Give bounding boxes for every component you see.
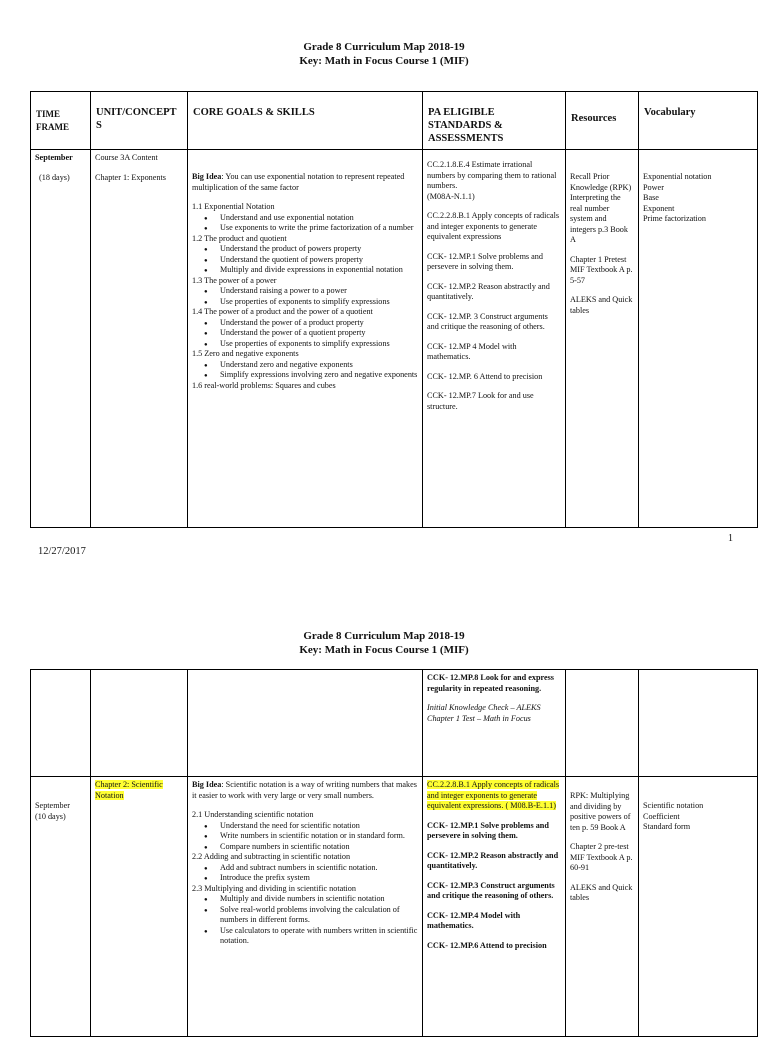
section-heading: 1.1 Exponential Notation (192, 202, 275, 211)
list-item: ● Understand the quotient of powers property (220, 255, 418, 266)
pa-continued-cell (423, 670, 566, 777)
resource-item: Interpreting the real number system and integers p.3 Book A (570, 193, 628, 244)
table-row (31, 670, 758, 777)
standard-item: CC.2.2.8.B.1 Apply concepts of radicals and integer exponents to generate equivalent expressions. ( M08.B-E.1.1) (427, 780, 560, 810)
list-item: ● Use exponents to write the prime factorization of a number (220, 223, 418, 234)
standard-code: (M08A-N.1.1) (427, 191, 475, 201)
resource-item: RPK: Multiplying and dividing by positive powers of ten p. 59 Book A (570, 791, 631, 832)
big-idea (192, 172, 418, 193)
list-item: ● Understand and use exponential notation (220, 213, 418, 224)
standard-item: CCK- 12.MP.3 Construct arguments and critique the reasoning of others. (427, 880, 555, 900)
section-heading: 1.6 real-world problems: Squares and cubes (192, 380, 336, 390)
unit-chapter: Chapter 1: Exponents (95, 172, 166, 182)
page2-title: Grade 8 Curriculum Map 2018-19 (303, 630, 465, 642)
list-item: ● Multiply and divide expressions in exponential notation (220, 265, 418, 276)
table-header-row (31, 92, 758, 150)
standard-item: CCK- 12.MP.4 Model with mathematics. (427, 910, 521, 930)
list-item: ● Introduce the prefix system (220, 873, 418, 884)
vocab-item: Exponential notation (643, 172, 712, 181)
assessment-item: Chapter 1 Test – Math in Focus (427, 713, 531, 723)
section-heading: 2.1 Understanding scientific notation (192, 810, 314, 819)
standard-item: CCK- 12.MP 4 Model with mathematics. (427, 341, 517, 361)
vocab-item: Standard form (643, 822, 691, 831)
resource-item: ALEKS and Quick tables (570, 882, 633, 902)
unit-chapter: Chapter 2: Scientific Notation (95, 780, 163, 800)
vocab-item: Power (643, 182, 664, 192)
section-heading: 1.4 The power of a product and the power of a quotient (192, 307, 373, 316)
vocab-item: Coefficient (643, 811, 680, 821)
time-days: (10 days) (35, 811, 66, 821)
big-idea (192, 780, 418, 801)
standard-item: CCK- 12.MP.2 Reason abstractly and quantitatively. (427, 281, 550, 301)
section-heading: 1.3 The power of a power (192, 275, 277, 285)
resource-item: Chapter 1 Pretest (570, 254, 627, 264)
list-item: ● Simplify expressions involving zero and negative exponents (220, 370, 418, 381)
curriculum-table-1 (30, 91, 758, 528)
list-item: ● Use properties of exponents to simplify expressions (220, 339, 418, 350)
resources-cell (566, 777, 639, 1037)
resource-item: Chapter 2 pre-test (570, 842, 629, 851)
big-idea-label: Big Idea (192, 780, 222, 789)
footer-date: 12/27/2017 (38, 546, 86, 557)
section-heading: 2.2 Adding and subtracting in scientific notation (192, 852, 351, 861)
page1-subtitle: Key: Math in Focus Course 1 (MIF) (299, 55, 469, 67)
curriculum-table-2 (30, 669, 758, 1037)
list-item: ● Understand the power of a quotient property (220, 328, 418, 339)
vocab-item: Base (643, 193, 659, 202)
core-goals-cell (188, 150, 423, 528)
unit-cell (91, 777, 188, 1037)
standard-item: CCK- 12.MP.8 Look for and express regularity in repeated reasoning. (427, 673, 554, 693)
header-time-frame: TIME FRAME (31, 92, 91, 150)
list-item: ● Use properties of exponents to simplify expressions (220, 297, 418, 308)
header-core-goals: CORE GOALS & SKILLS (188, 92, 423, 150)
resource-item: ALEKS and Quick tables (570, 295, 633, 315)
section-heading: 1.5 Zero and negative exponents (192, 349, 299, 358)
header-resources: Resources (566, 92, 639, 150)
standard-item: CCK- 12.MP.1 Solve problems and persevere in solving them. (427, 820, 549, 840)
pa-standards-cell (423, 150, 566, 528)
header-vocabulary: Vocabulary (639, 92, 758, 150)
pa-standards-cell (423, 777, 566, 1037)
header-pa-standards: PA ELIGIBLE STANDARDS & ASSESSMENTS (423, 92, 566, 150)
list-item: ● Write numbers in scientific notation or in standard form. (220, 831, 418, 842)
page-number: 1 (728, 533, 733, 544)
time-frame-cell (31, 777, 91, 1037)
time-days: (18 days) (39, 172, 70, 182)
standard-item: CCK- 12.MP.1 Solve problems and persevere in solving them. (427, 251, 543, 271)
unit-content: Course 3A Content (95, 153, 158, 162)
vocab-item: Scientific notation (643, 801, 704, 810)
unit-cell (91, 150, 188, 528)
section-heading: 2.3 Multiplying and dividing in scientific notation (192, 883, 356, 893)
standard-item: CCK- 12.MP.7 Look for and use structure. (427, 391, 534, 411)
list-item: ● Multiply and divide numbers in scientific notation (220, 894, 418, 905)
vocabulary-cell (639, 777, 758, 1037)
section-heading: 1.2 The product and quotient (192, 233, 287, 243)
resource-item: Recall Prior Knowledge (RPK) (570, 172, 632, 192)
empty-cell (188, 670, 423, 777)
list-item: ● Solve real-world problems involving the calculation of numbers in different forms. (220, 905, 418, 926)
empty-cell (91, 670, 188, 777)
list-item: ● Compare numbers in scientific notation (220, 842, 418, 853)
vocab-item: Exponent (643, 203, 675, 213)
empty-cell (566, 670, 639, 777)
list-item: ● Understand the need for scientific notation (220, 821, 418, 832)
resource-item: MIF Textbook A p. 5-57 (570, 265, 633, 285)
assessment-item: Initial Knowledge Check – ALEKS (427, 703, 541, 712)
standard-item: CC.2.2.8.B.1 Apply concepts of radicals and integer exponents to generate equivalent expressions (427, 211, 560, 241)
big-idea-text: : You can use exponential notation to represent repeated multiplication of the same factor (192, 172, 405, 192)
header-unit-concepts: UNIT/CONCEPT S (91, 92, 188, 150)
standard-item-highlighted (427, 780, 561, 812)
core-goals-cell (188, 777, 423, 1037)
vocab-item: Prime factorization (643, 214, 706, 223)
list-item: ● Use calculators to operate with numbers written in scientific notation. (220, 926, 418, 947)
time-month: September (35, 153, 73, 162)
empty-cell (639, 670, 758, 777)
list-item: ● Understand the product of powers property (220, 244, 418, 255)
standard-item: CCK- 12.MP.2 Reason abstractly and quantitatively. (427, 850, 559, 870)
list-item: ● Understand raising a power to a power (220, 286, 418, 297)
standard-item: CCK- 12.MP. 3 Construct arguments and critique the reasoning of others. (427, 311, 548, 331)
page1-title: Grade 8 Curriculum Map 2018-19 (303, 41, 465, 53)
table-row (31, 150, 758, 528)
list-item: ● Understand zero and negative exponents (220, 360, 418, 371)
time-month: September (35, 801, 71, 810)
list-item: ● Add and subtract numbers in scientific notation. (220, 863, 418, 874)
standard-item: CCK- 12.MP. 6 Attend to precision (427, 371, 543, 381)
list-item: ● Understand the power of a product property (220, 318, 418, 329)
standard-item: CC.2.1.8.E.4 Estimate irrational numbers by comparing them to rational numbers. (427, 160, 557, 190)
empty-cell (31, 670, 91, 777)
page2-subtitle: Key: Math in Focus Course 1 (MIF) (299, 644, 469, 656)
standard-item: CCK- 12.MP.6 Attend to precision (427, 940, 547, 950)
big-idea-label: Big Idea (192, 172, 222, 181)
big-idea-text: : Scientific notation is a way of writing numbers that makes it easier to work with very large or very small numbers. (192, 780, 417, 800)
resources-cell (566, 150, 639, 528)
resource-item: MIF Textbook A p. 60-91 (570, 852, 633, 872)
time-frame-cell (31, 150, 91, 528)
vocabulary-cell (639, 150, 758, 528)
table-row (31, 777, 758, 1037)
